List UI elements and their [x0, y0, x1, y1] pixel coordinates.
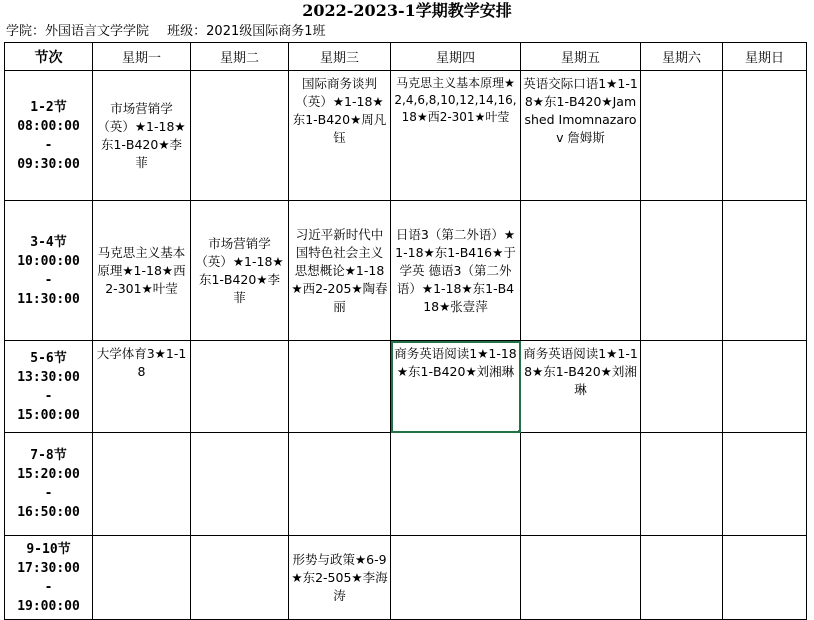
course-cell[interactable]: 市场营销学（英）★1-18★东1-B420★李菲 — [93, 71, 191, 201]
period-cell[interactable] — [5, 201, 93, 341]
schedule-title: 2022-2023-1学期教学安排 — [302, 1, 512, 20]
course-cell[interactable] — [191, 71, 289, 201]
period-sep: - — [44, 486, 53, 501]
course-cell[interactable] — [93, 536, 191, 620]
course-cell[interactable] — [641, 201, 723, 341]
course-cell[interactable]: 英语交际口语1★1-18★东1-B420★Jamshed Imomnazarov 詹姆斯 — [521, 71, 641, 201]
period-end: 16:50:00 — [17, 505, 80, 520]
period-sep: - — [44, 272, 53, 288]
table-row — [5, 71, 807, 201]
period-end: 19:00:00 — [17, 598, 80, 614]
period-start: 08:00:00 — [17, 118, 80, 134]
course-cell[interactable] — [391, 536, 521, 620]
course-cell[interactable] — [641, 341, 723, 433]
course-cell[interactable] — [723, 341, 807, 433]
course-cell[interactable]: 大学体育3★1-18 — [93, 341, 191, 433]
course-cell[interactable] — [191, 433, 289, 536]
course-cell[interactable]: 习近平新时代中国特色社会主义思想概论★1-18★西2-205★陶春丽 — [289, 201, 391, 341]
course-cell[interactable] — [521, 201, 641, 341]
table-row — [5, 201, 807, 341]
table-row — [5, 433, 807, 536]
table-row — [5, 536, 807, 620]
period-label: 5-6节 — [30, 350, 67, 366]
period-sep: - — [44, 137, 53, 153]
course-cell[interactable]: 马克思主义基本原理★1-18★西2-301★叶莹 — [93, 201, 191, 341]
period-cell[interactable] — [5, 433, 93, 536]
period-sep: - — [44, 579, 53, 595]
course-cell[interactable] — [289, 433, 391, 536]
course-cell[interactable] — [521, 536, 641, 620]
header-thursday[interactable]: 星期四 — [391, 43, 521, 71]
course-cell[interactable] — [723, 201, 807, 341]
period-start: 10:00:00 — [17, 253, 80, 269]
course-cell[interactable]: 市场营销学（英）★1-18★东1-B420★李菲 — [191, 201, 289, 341]
course-cell[interactable] — [191, 536, 289, 620]
header-row — [5, 43, 807, 71]
period-sep: - — [44, 388, 53, 404]
period-start: 13:30:00 — [17, 369, 80, 385]
course-cell[interactable] — [723, 433, 807, 536]
course-cell[interactable] — [391, 433, 521, 536]
period-end: 09:30:00 — [17, 156, 80, 172]
period-cell[interactable] — [5, 71, 93, 201]
selected-course-cell[interactable]: 商务英语阅读1★1-18★东1-B420★刘湘琳 — [391, 341, 521, 433]
header-wednesday[interactable]: 星期三 — [289, 43, 391, 71]
period-start: 17:30:00 — [17, 560, 80, 576]
course-cell[interactable] — [191, 341, 289, 433]
header-sunday[interactable]: 星期日 — [723, 43, 807, 71]
period-label: 1-2节 — [30, 99, 67, 115]
period-start: 15:20:00 — [17, 467, 80, 482]
course-cell[interactable] — [641, 433, 723, 536]
period-cell[interactable] — [5, 536, 93, 620]
class-info — [6, 22, 340, 42]
period-end: 11:30:00 — [17, 291, 80, 307]
course-cell[interactable]: 日语3（第二外语）★1-18★东1-B416★于学英 德语3（第二外语）★1-18★东1-B418★张壹萍 — [391, 201, 521, 341]
course-cell[interactable]: 形势与政策★6-9★东2-505★李海涛 — [289, 536, 391, 620]
course-cell[interactable]: 国际商务谈判（英）★1-18★东1-B420★周凡钰 — [289, 71, 391, 201]
course-cell[interactable] — [723, 536, 807, 620]
course-cell[interactable] — [93, 433, 191, 536]
course-cell[interactable] — [641, 71, 723, 201]
class-label: 班级：2021级国际商务1班 — [167, 24, 326, 39]
header-period[interactable]: 节次 — [5, 43, 93, 71]
course-cell[interactable] — [289, 341, 391, 433]
period-end: 15:00:00 — [17, 407, 80, 423]
course-cell[interactable] — [641, 536, 723, 620]
header-friday[interactable]: 星期五 — [521, 43, 641, 71]
course-cell[interactable]: 商务英语阅读1★1-18★东1-B420★刘湘琳 — [521, 341, 641, 433]
period-label: 3-4节 — [30, 234, 67, 250]
course-cell[interactable]: 马克思主义基本原理★2,4,6,8,10,12,14,16,18★西2-301★叶莹 — [391, 71, 521, 201]
header-saturday[interactable]: 星期六 — [641, 43, 723, 71]
table-row — [5, 341, 807, 433]
course-cell[interactable] — [723, 71, 807, 201]
period-cell[interactable] — [5, 341, 93, 433]
timetable-grid — [4, 42, 807, 620]
period-label: 7-8节 — [30, 448, 67, 463]
header-tuesday[interactable]: 星期二 — [191, 43, 289, 71]
college-label: 学院：外国语言文学学院 — [6, 24, 150, 39]
period-label: 9-10节 — [26, 541, 71, 557]
header-monday[interactable]: 星期一 — [93, 43, 191, 71]
course-cell[interactable] — [521, 433, 641, 536]
